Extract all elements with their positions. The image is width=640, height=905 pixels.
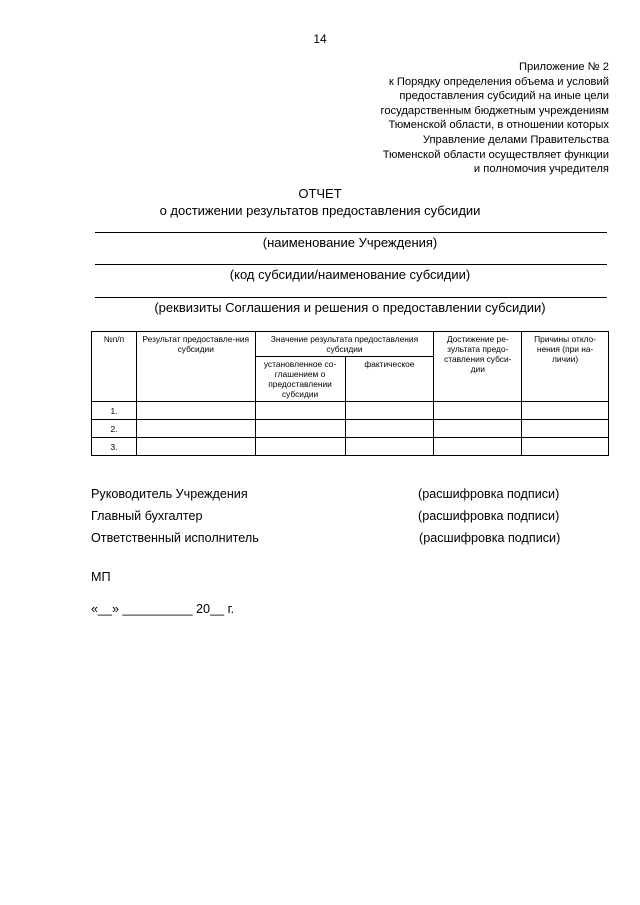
date-line: «__» __________ 20__ г. bbox=[91, 602, 235, 616]
appendix-line: к Порядку определения объема и условий bbox=[388, 75, 609, 88]
document-title: ОТЧЕТ bbox=[298, 186, 342, 201]
caption-institution: (наименование Учреждения) bbox=[262, 235, 438, 250]
caption-agreement: (реквизиты Соглашения и решения о предоставлении субсидии) bbox=[154, 300, 546, 315]
header-deviation-reasons: Причины откло-нения (при на-личии) bbox=[522, 332, 609, 402]
document-subtitle: о достижении результатов предоставления субсидии bbox=[159, 203, 481, 218]
appendix-line: Тюменской области, в отношении которых bbox=[388, 119, 609, 132]
row-number: 1. bbox=[92, 402, 137, 420]
signature-role-executor: Ответственный исполнитель bbox=[91, 531, 259, 545]
fill-line-institution bbox=[95, 232, 607, 233]
table-cell bbox=[522, 438, 609, 456]
signature-note-head: (расшифровка подписи) bbox=[418, 487, 560, 501]
table-cell bbox=[255, 402, 345, 420]
table-row bbox=[92, 438, 609, 456]
header-number: №п/п bbox=[92, 332, 137, 402]
appendix-line: предоставления субсидий на иные цели bbox=[399, 90, 609, 103]
header-result: Результат предоставле-ния субсидии bbox=[136, 332, 255, 402]
table-cell bbox=[434, 402, 522, 420]
results-table bbox=[91, 331, 609, 456]
header-planned-value: установленное со-глашением о предоставлении субсидии bbox=[255, 357, 345, 402]
table-cell bbox=[522, 402, 609, 420]
header-achievement: Достижение ре-зультата предо-ставления субси-дии bbox=[434, 332, 522, 402]
appendix-line: и полномочия учредителя bbox=[473, 163, 609, 176]
header-result-value: Значение результата предоставления субсидии bbox=[255, 332, 434, 357]
signature-note-executor: (расшифровка подписи) bbox=[419, 531, 561, 545]
appendix-line: государственным бюджетным учреждениям bbox=[380, 104, 609, 117]
signature-role-accountant: Главный бухгалтер bbox=[91, 509, 203, 523]
caption-subsidy-code: (код субсидии/наименование субсидии) bbox=[229, 267, 471, 282]
table-cell bbox=[255, 420, 345, 438]
table-cell bbox=[345, 420, 434, 438]
table-cell bbox=[136, 420, 255, 438]
row-number: 3. bbox=[92, 438, 137, 456]
table-row bbox=[92, 402, 609, 420]
appendix-line: Тюменской области осуществляет функции bbox=[382, 148, 609, 161]
stamp-place: МП bbox=[91, 570, 111, 584]
table-cell bbox=[255, 438, 345, 456]
table-cell bbox=[522, 420, 609, 438]
table-cell bbox=[434, 438, 522, 456]
page-number: 14 bbox=[313, 32, 327, 46]
table-cell bbox=[434, 420, 522, 438]
appendix-block bbox=[309, 60, 609, 177]
table-row bbox=[92, 420, 609, 438]
header-actual-value: фактическое bbox=[345, 357, 434, 402]
signature-note-accountant: (расшифровка подписи) bbox=[418, 509, 560, 523]
row-number: 2. bbox=[92, 420, 137, 438]
fill-line-subsidy-code bbox=[95, 264, 607, 265]
appendix-line: Управление делами Правительства bbox=[422, 133, 609, 146]
table-cell bbox=[136, 402, 255, 420]
signature-role-head: Руководитель Учреждения bbox=[91, 487, 248, 501]
table-cell bbox=[345, 438, 434, 456]
fill-line-agreement bbox=[95, 297, 607, 298]
table-cell bbox=[345, 402, 434, 420]
appendix-line: Приложение № 2 bbox=[518, 61, 609, 73]
table-cell bbox=[136, 438, 255, 456]
